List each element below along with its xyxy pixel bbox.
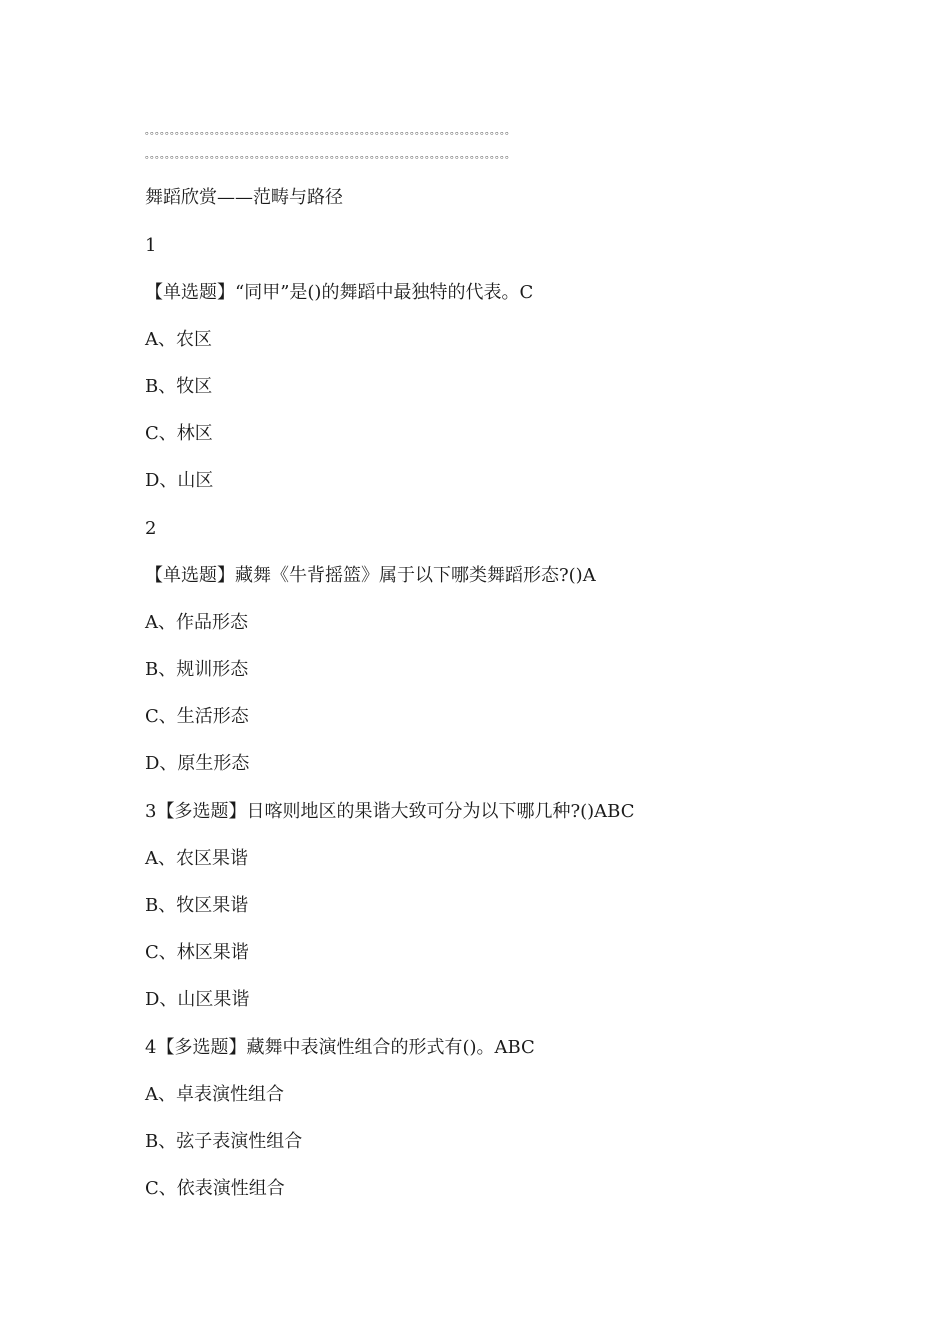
option-c: C、林区 — [145, 423, 213, 444]
question-text: 【单选题】藏舞《牛背摇篮》属于以下哪类舞蹈形态?()A — [145, 565, 596, 586]
option-a: A、农区 — [145, 329, 212, 350]
question-number: 1 — [145, 235, 157, 256]
option-d: D、原生形态 — [145, 753, 250, 774]
option-b: B、牧区果谐 — [145, 895, 249, 916]
option-b: B、弦子表演性组合 — [145, 1131, 303, 1152]
option-c: C、林区果谐 — [145, 942, 249, 963]
question-text: 4【多选题】藏舞中表演性组合的形式有()。ABC — [145, 1037, 535, 1058]
option-a: A、卓表演性组合 — [145, 1084, 284, 1105]
option-d: D、山区果谐 — [145, 989, 250, 1010]
dot-separator-1: 。。。。。。。。。。。。。。。。。。。。。。。。。。。。。。。。。。。。。。。。。。。。。。。。。。。。。。。。。。。。。。。。。。。。。。。。。 — [145, 126, 515, 137]
option-c: C、依表演性组合 — [145, 1178, 285, 1199]
document-title: 舞蹈欣赏——范畴与路径 — [145, 187, 343, 208]
option-b: B、规训形态 — [145, 659, 249, 680]
option-a: A、农区果谐 — [145, 848, 248, 869]
question-text: 【单选题】“同甲”是()的舞蹈中最独特的代表。C — [145, 282, 534, 303]
question-text: 3【多选题】日喀则地区的果谐大致可分为以下哪几种?()ABC — [145, 801, 635, 822]
option-a: A、作品形态 — [145, 612, 248, 633]
option-d: D、山区 — [145, 470, 214, 491]
dot-separator-2: 。。。。。。。。。。。。。。。。。。。。。。。。。。。。。。。。。。。。。。。。。。。。。。。。。。。。。。。。。。。。。。。。。。。。。。。。。 — [145, 150, 515, 161]
option-b: B、牧区 — [145, 376, 213, 397]
option-c: C、生活形态 — [145, 706, 249, 727]
question-number: 2 — [145, 518, 157, 539]
